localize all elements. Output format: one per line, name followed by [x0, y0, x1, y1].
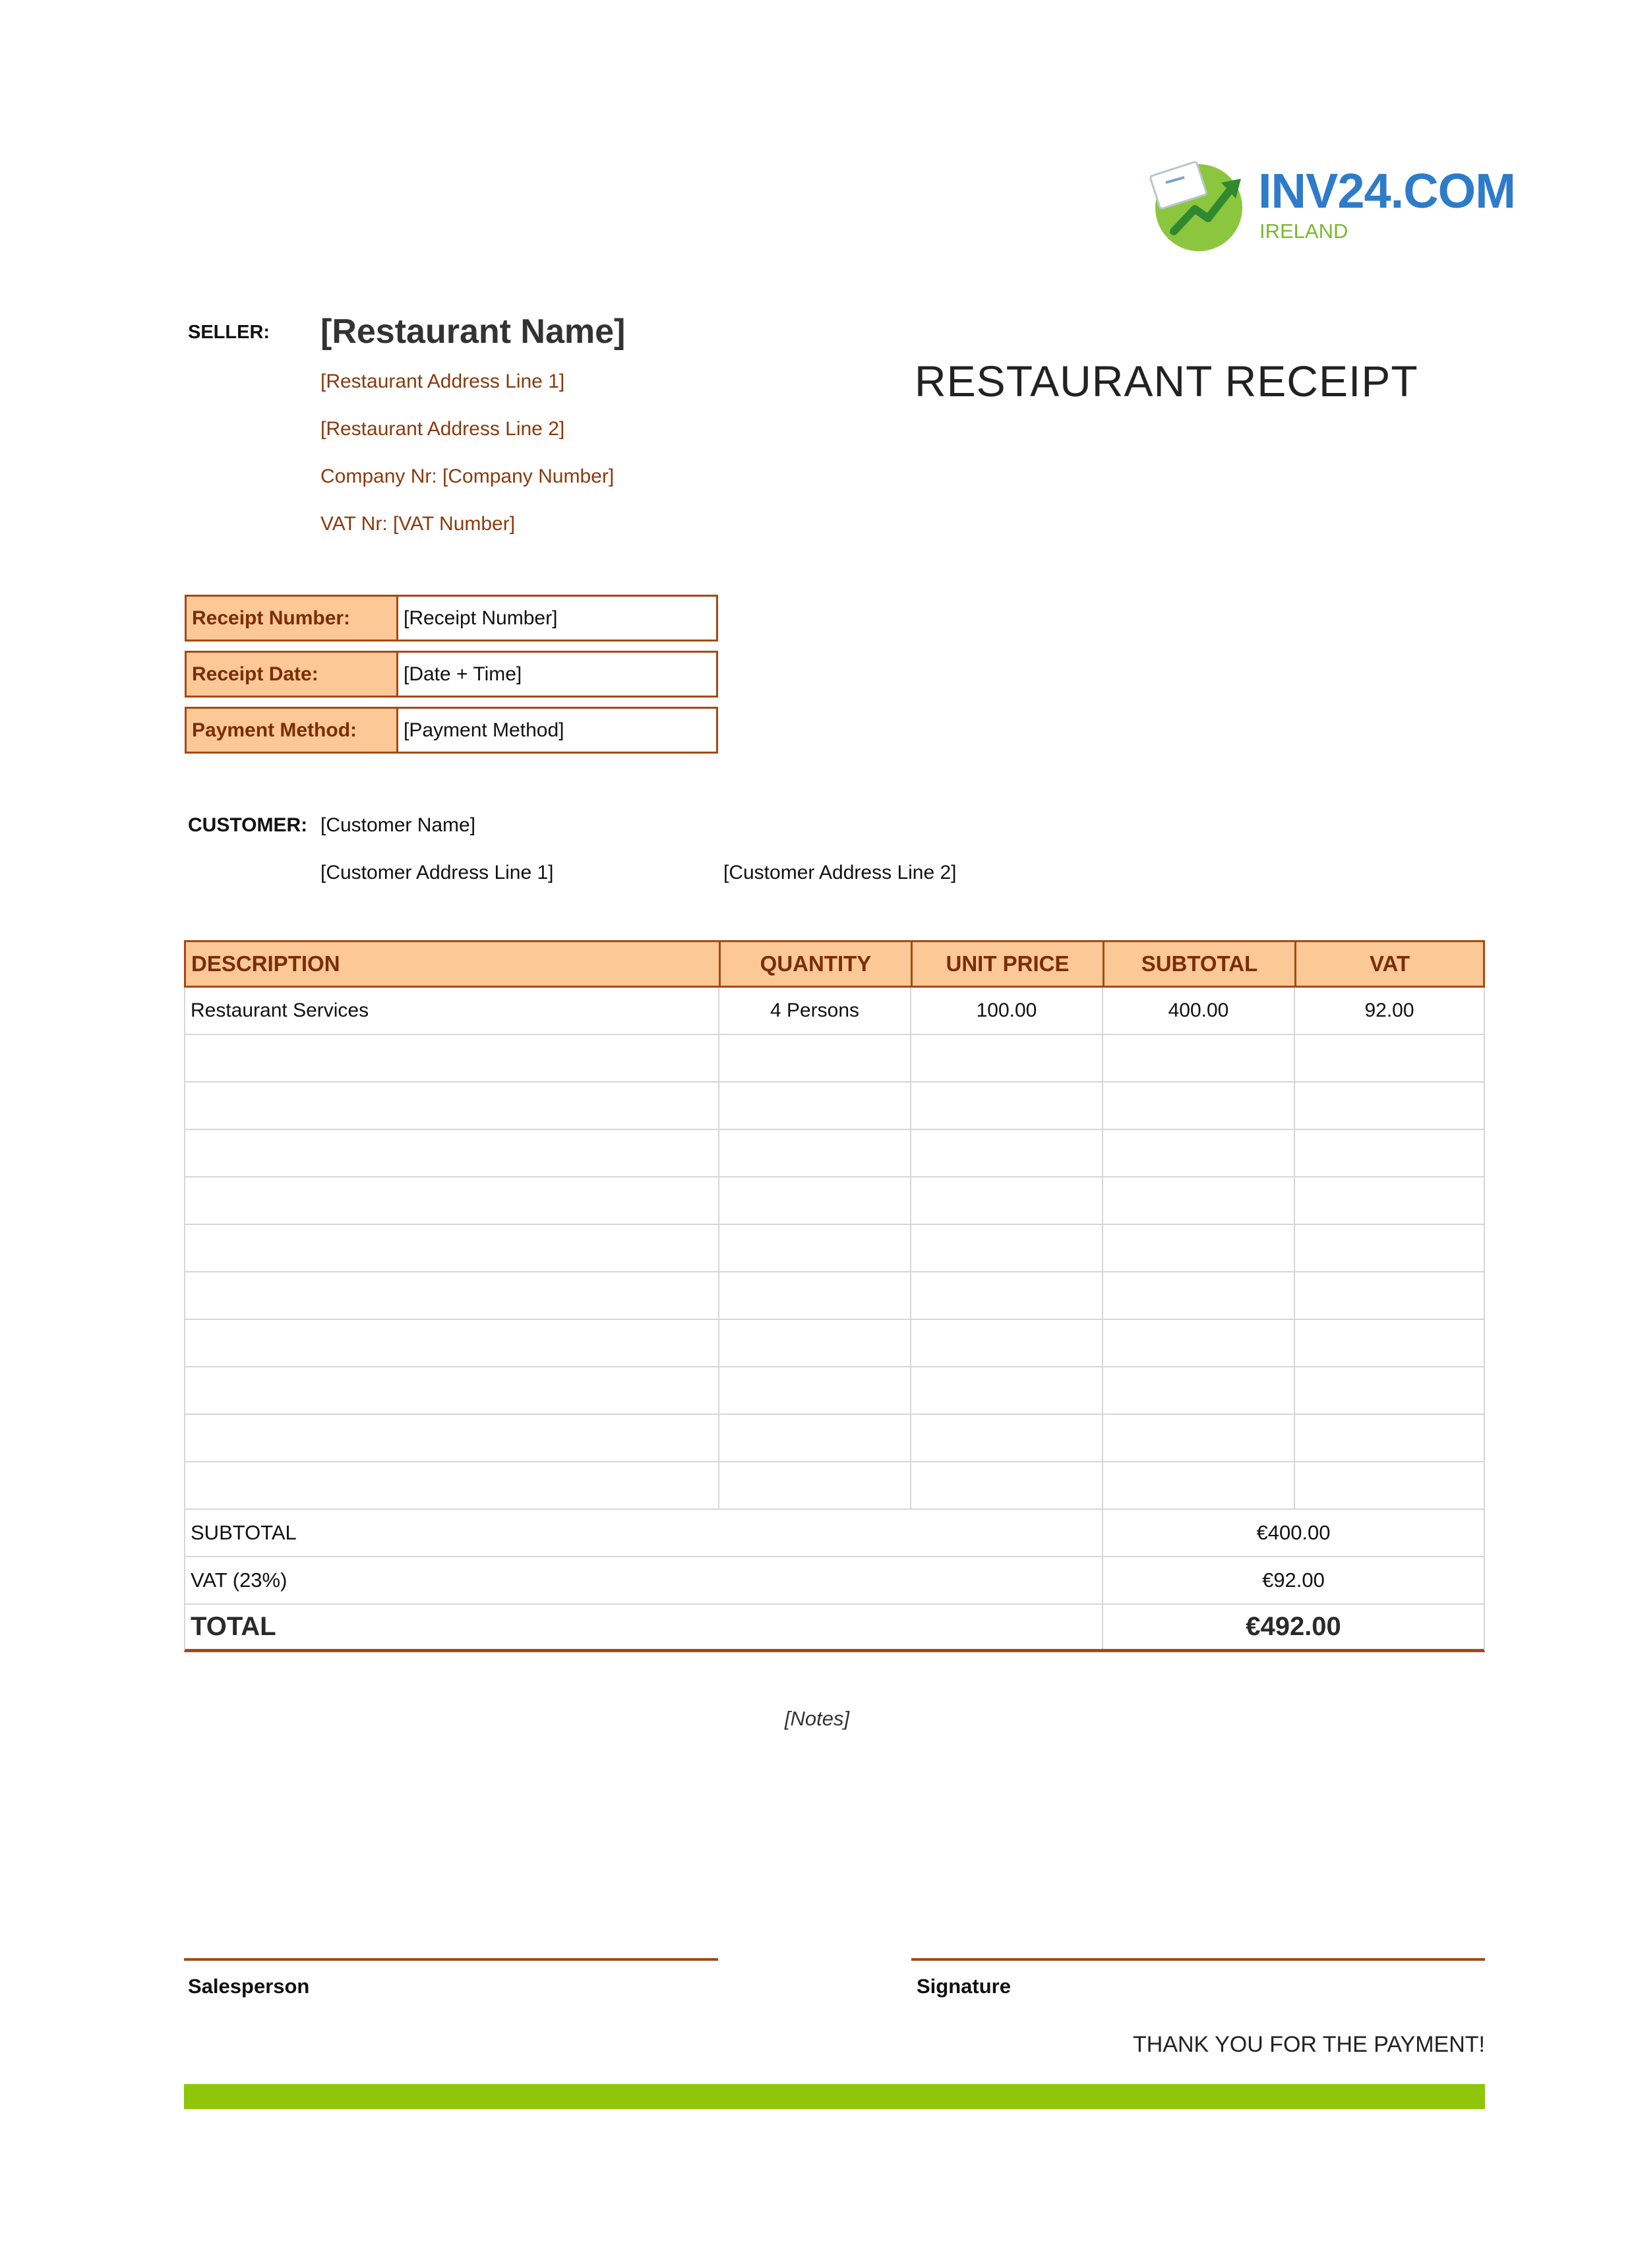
customer-address-1: [Customer Address Line 1] [320, 862, 554, 883]
salesperson-label: Salesperson [188, 1975, 310, 1998]
item-vat [1294, 1320, 1484, 1366]
item-quantity [718, 1415, 910, 1461]
item-vat [1294, 1415, 1484, 1461]
item-subtotal [1102, 1272, 1294, 1319]
item-quantity [718, 1462, 910, 1508]
header-unit-price: UNIT PRICE [911, 942, 1103, 986]
table-row [184, 988, 1485, 1035]
company-logo [1147, 148, 1515, 254]
subtotal-row [184, 1510, 1485, 1557]
table-row [184, 1178, 1485, 1225]
item-unit-price [910, 1178, 1102, 1224]
item-vat [1294, 1225, 1484, 1271]
item-description [185, 1272, 718, 1319]
item-quantity [718, 1035, 910, 1081]
total-value: €492.00 [1102, 1605, 1484, 1649]
item-description [185, 1035, 718, 1081]
item-quantity: 4 Persons [718, 988, 910, 1034]
logo-name: INV24.COM [1258, 164, 1515, 218]
seller-name: [Restaurant Name] [320, 313, 626, 351]
subtotal-value: €400.00 [1102, 1510, 1484, 1556]
item-vat [1294, 1272, 1484, 1319]
item-description [185, 1083, 718, 1129]
payment-method-value: [Payment Method] [404, 719, 564, 741]
item-quantity [718, 1130, 910, 1176]
seller-company-number: Company Nr: [Company Number] [320, 465, 615, 487]
table-row [184, 1130, 1485, 1178]
table-row [184, 1272, 1485, 1320]
item-description [185, 1415, 718, 1461]
item-quantity [718, 1367, 910, 1414]
item-description [185, 1367, 718, 1414]
item-unit-price [910, 1225, 1102, 1271]
seller-address-1: [Restaurant Address Line 1] [320, 371, 565, 392]
table-row [184, 1320, 1485, 1367]
item-subtotal [1102, 1178, 1294, 1224]
item-description: Restaurant Services [191, 1000, 369, 1021]
item-description [185, 1320, 718, 1366]
payment-method-row [185, 707, 718, 754]
table-header-row [184, 940, 1485, 988]
item-unit-price [910, 1083, 1102, 1129]
vat-row [184, 1557, 1485, 1605]
logo-subtitle: IRELAND [1259, 220, 1348, 243]
customer-label: CUSTOMER: [188, 814, 308, 836]
vat-label: VAT (23%) [191, 1568, 287, 1592]
customer-name: [Customer Name] [320, 814, 476, 836]
header-quantity: QUANTITY [719, 942, 911, 986]
item-quantity [718, 1320, 910, 1366]
receipt-date-label: Receipt Date: [187, 653, 398, 696]
table-row [184, 1415, 1485, 1462]
seller-label: SELLER: [188, 322, 270, 343]
item-vat [1294, 1083, 1484, 1129]
item-subtotal [1102, 1462, 1294, 1508]
item-subtotal [1102, 1225, 1294, 1271]
item-description [185, 1462, 718, 1508]
table-body [184, 988, 1485, 1510]
seller-vat-number: VAT Nr: [VAT Number] [320, 513, 516, 535]
item-vat [1294, 1178, 1484, 1224]
signature-label: Signature [917, 1975, 1011, 1998]
item-unit-price [910, 1415, 1102, 1461]
table-row [184, 1083, 1485, 1130]
item-subtotal [1102, 1320, 1294, 1366]
item-quantity [718, 1272, 910, 1319]
header-subtotal: SUBTOTAL [1103, 942, 1294, 986]
item-vat [1294, 1462, 1484, 1508]
item-vat: 92.00 [1294, 988, 1484, 1034]
receipt-number-value: [Receipt Number] [404, 607, 558, 629]
document-title: RESTAURANT RECEIPT [915, 357, 1418, 405]
item-description [185, 1225, 718, 1271]
item-unit-price: 100.00 [910, 988, 1102, 1034]
receipt-number-label: Receipt Number: [187, 597, 398, 640]
subtotal-label: SUBTOTAL [191, 1521, 297, 1544]
item-subtotal: 400.00 [1102, 988, 1294, 1034]
table-row [184, 1462, 1485, 1510]
item-unit-price [910, 1367, 1102, 1414]
table-row [184, 1367, 1485, 1415]
item-subtotal [1102, 1130, 1294, 1176]
header-description: DESCRIPTION [191, 951, 340, 976]
payment-method-label: Payment Method: [187, 709, 398, 752]
item-subtotal [1102, 1367, 1294, 1414]
item-unit-price [910, 1320, 1102, 1366]
receipt-date-value: [Date + Time] [404, 663, 522, 685]
header-vat: VAT [1294, 942, 1483, 986]
item-unit-price [910, 1035, 1102, 1081]
item-unit-price [910, 1272, 1102, 1319]
table-row [184, 1035, 1485, 1083]
notes-text: [Notes] [784, 1707, 850, 1730]
total-row [184, 1605, 1485, 1652]
item-subtotal [1102, 1035, 1294, 1081]
item-quantity [718, 1178, 910, 1224]
footer-bar [184, 2084, 1485, 2109]
customer-address-2: [Customer Address Line 2] [723, 862, 957, 883]
seller-address-2: [Restaurant Address Line 2] [320, 418, 565, 440]
items-table [184, 940, 1485, 1652]
salesperson-line [184, 1958, 718, 1961]
item-unit-price [910, 1462, 1102, 1508]
item-subtotal [1102, 1415, 1294, 1461]
item-vat [1294, 1367, 1484, 1414]
item-unit-price [910, 1130, 1102, 1176]
item-quantity [718, 1225, 910, 1271]
item-description [185, 1130, 718, 1176]
item-subtotal [1102, 1083, 1294, 1129]
thank-you-text: THANK YOU FOR THE PAYMENT! [1133, 2032, 1485, 2057]
signature-line [911, 1958, 1485, 1961]
item-vat [1294, 1130, 1484, 1176]
logo-mark-icon [1147, 154, 1253, 253]
table-row [184, 1225, 1485, 1272]
total-label: TOTAL [191, 1612, 276, 1641]
item-description [185, 1178, 718, 1224]
receipt-date-row [185, 651, 718, 698]
item-quantity [718, 1083, 910, 1129]
receipt-number-row [185, 595, 718, 642]
vat-value: €92.00 [1102, 1557, 1484, 1603]
item-vat [1294, 1035, 1484, 1081]
